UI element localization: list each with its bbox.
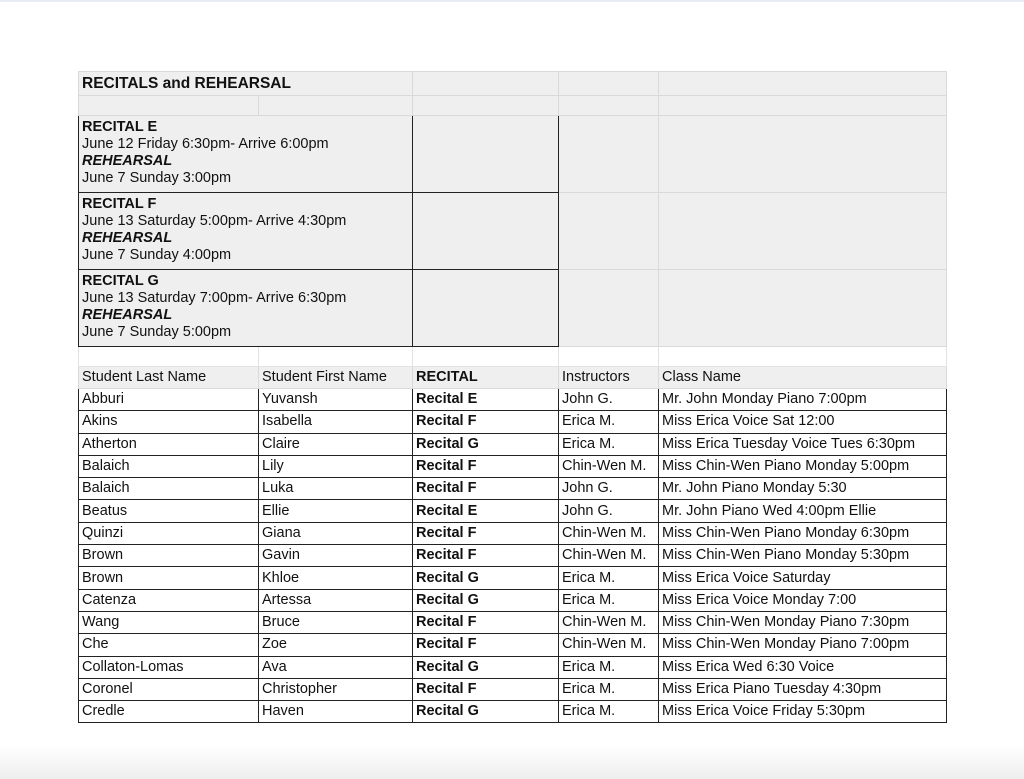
class-name-cell: Miss Erica Tuesday Voice Tues 6:30pm (659, 433, 947, 455)
last-name-cell: Wang (79, 611, 259, 633)
recital-name: RECITAL G (82, 273, 159, 289)
rehearsal-time: June 7 Sunday 3:00pm (82, 170, 232, 186)
last-name-cell: Coronel (79, 678, 259, 700)
instructor-cell: Chin-Wen M. (559, 545, 659, 567)
cell (559, 193, 659, 270)
top-edge (0, 0, 1024, 2)
instructor-cell: Erica M. (559, 433, 659, 455)
instructor-cell: John G. (559, 389, 659, 411)
recital-cell: Recital F (413, 522, 559, 544)
recital-name: RECITAL F (82, 196, 157, 212)
cell (259, 347, 413, 367)
first-name-cell: Haven (259, 701, 413, 723)
recital-g-side-cell (413, 270, 559, 347)
rehearsal-label: REHEARSAL (82, 307, 173, 323)
sheet-title: RECITALS and REHEARSAL (79, 72, 413, 96)
class-name-cell: Miss Chin-Wen Piano Monday 6:30pm (659, 522, 947, 544)
last-name-cell: Balaich (79, 455, 259, 477)
instructor-cell: Chin-Wen M. (559, 455, 659, 477)
last-name-cell: Brown (79, 567, 259, 589)
class-name-cell: Miss Chin-Wen Monday Piano 7:30pm (659, 611, 947, 633)
table-row (79, 545, 947, 567)
recital-table (78, 71, 947, 723)
header-class-name: Class Name (659, 367, 947, 389)
recital-e-side-cell (413, 116, 559, 193)
instructor-cell: Erica M. (559, 701, 659, 723)
cell (559, 347, 659, 367)
class-name-cell: Miss Erica Voice Saturday (659, 567, 947, 589)
recital-f-row (79, 193, 947, 270)
recital-cell: Recital F (413, 455, 559, 477)
cell (659, 116, 947, 193)
recital-cell: Recital F (413, 545, 559, 567)
first-name-cell: Bruce (259, 611, 413, 633)
rehearsal-time: June 7 Sunday 4:00pm (82, 247, 232, 263)
instructor-cell: Chin-Wen M. (559, 611, 659, 633)
first-name-cell: Claire (259, 433, 413, 455)
class-name-cell: Miss Chin-Wen Piano Monday 5:00pm (659, 455, 947, 477)
table-row (79, 500, 947, 522)
recital-cell: Recital F (413, 611, 559, 633)
first-name-cell: Lily (259, 455, 413, 477)
cell (659, 96, 947, 116)
header-first-name: Student First Name (259, 367, 413, 389)
table-row (79, 389, 947, 411)
class-name-cell: Mr. John Piano Wed 4:00pm Ellie (659, 500, 947, 522)
first-name-cell: Luka (259, 478, 413, 500)
recital-time: June 12 Friday 6:30pm- Arrive 6:00pm (82, 136, 329, 152)
header-instructors: Instructors (559, 367, 659, 389)
recital-cell: Recital G (413, 433, 559, 455)
recital-cell: Recital F (413, 411, 559, 433)
recital-cell: Recital F (413, 634, 559, 656)
class-name-cell: Miss Chin-Wen Piano Monday 5:30pm (659, 545, 947, 567)
cell (79, 347, 259, 367)
table-row (79, 611, 947, 633)
table-row (79, 567, 947, 589)
recital-e-block (79, 116, 413, 193)
recital-cell: Recital E (413, 389, 559, 411)
recital-cell: Recital F (413, 478, 559, 500)
class-name-cell: Mr. John Monday Piano 7:00pm (659, 389, 947, 411)
table-row (79, 701, 947, 723)
last-name-cell: Credle (79, 701, 259, 723)
cell (659, 72, 947, 96)
first-name-cell: Isabella (259, 411, 413, 433)
class-name-cell: Miss Erica Voice Monday 7:00 (659, 589, 947, 611)
table-row (79, 589, 947, 611)
recital-sheet (78, 71, 946, 723)
class-name-cell: Miss Erica Voice Sat 12:00 (659, 411, 947, 433)
table-row (79, 478, 947, 500)
instructor-cell: John G. (559, 478, 659, 500)
rehearsal-label: REHEARSAL (82, 230, 173, 246)
table-row (79, 522, 947, 544)
last-name-cell: Atherton (79, 433, 259, 455)
last-name-cell: Quinzi (79, 522, 259, 544)
cell (659, 193, 947, 270)
cell (559, 72, 659, 96)
class-name-cell: Mr. John Piano Monday 5:30 (659, 478, 947, 500)
instructor-cell: Erica M. (559, 678, 659, 700)
cell (79, 96, 259, 116)
first-name-cell: Christopher (259, 678, 413, 700)
cell (413, 72, 559, 96)
class-name-cell: Miss Erica Piano Tuesday 4:30pm (659, 678, 947, 700)
first-name-cell: Giana (259, 522, 413, 544)
bottom-shadow (0, 745, 1024, 779)
cell (659, 347, 947, 367)
last-name-cell: Collaton-Lomas (79, 656, 259, 678)
recital-f-block (79, 193, 413, 270)
spacer-row (79, 347, 947, 367)
header-last-name: Student Last Name (79, 367, 259, 389)
cell (259, 96, 413, 116)
first-name-cell: Yuvansh (259, 389, 413, 411)
first-name-cell: Artessa (259, 589, 413, 611)
recital-name: RECITAL E (82, 119, 158, 135)
class-name-cell: Miss Erica Voice Friday 5:30pm (659, 701, 947, 723)
recital-g-block (79, 270, 413, 347)
column-header-row (79, 367, 947, 389)
table-row (79, 656, 947, 678)
first-name-cell: Khloe (259, 567, 413, 589)
recital-cell: Recital E (413, 500, 559, 522)
last-name-cell: Balaich (79, 478, 259, 500)
last-name-cell: Che (79, 634, 259, 656)
recital-cell: Recital G (413, 701, 559, 723)
recital-time: June 13 Saturday 7:00pm- Arrive 6:30pm (82, 290, 347, 306)
recital-cell: Recital F (413, 678, 559, 700)
blank-row (79, 96, 947, 116)
table-row (79, 433, 947, 455)
cell (413, 96, 559, 116)
rehearsal-time: June 7 Sunday 5:00pm (82, 324, 232, 340)
cell (559, 116, 659, 193)
last-name-cell: Beatus (79, 500, 259, 522)
instructor-cell: Erica M. (559, 567, 659, 589)
table-row (79, 678, 947, 700)
recital-time: June 13 Saturday 5:00pm- Arrive 4:30pm (82, 213, 347, 229)
cell (659, 270, 947, 347)
first-name-cell: Ava (259, 656, 413, 678)
recital-cell: Recital G (413, 567, 559, 589)
table-row (79, 455, 947, 477)
instructor-cell: Erica M. (559, 589, 659, 611)
recital-e-row (79, 116, 947, 193)
instructor-cell: Chin-Wen M. (559, 634, 659, 656)
recital-cell: Recital G (413, 589, 559, 611)
class-name-cell: Miss Chin-Wen Monday Piano 7:00pm (659, 634, 947, 656)
title-row (79, 72, 947, 96)
cell (559, 270, 659, 347)
instructor-cell: Chin-Wen M. (559, 522, 659, 544)
first-name-cell: Gavin (259, 545, 413, 567)
instructor-cell: Erica M. (559, 411, 659, 433)
class-name-cell: Miss Erica Wed 6:30 Voice (659, 656, 947, 678)
table-row (79, 634, 947, 656)
recital-f-side-cell (413, 193, 559, 270)
cell (559, 96, 659, 116)
recital-cell: Recital G (413, 656, 559, 678)
header-recital: RECITAL (413, 367, 559, 389)
cell (413, 347, 559, 367)
instructor-cell: Erica M. (559, 656, 659, 678)
instructor-cell: John G. (559, 500, 659, 522)
last-name-cell: Brown (79, 545, 259, 567)
table-row (79, 411, 947, 433)
first-name-cell: Ellie (259, 500, 413, 522)
rehearsal-label: REHEARSAL (82, 153, 173, 169)
last-name-cell: Akins (79, 411, 259, 433)
last-name-cell: Catenza (79, 589, 259, 611)
recital-g-row (79, 270, 947, 347)
first-name-cell: Zoe (259, 634, 413, 656)
last-name-cell: Abburi (79, 389, 259, 411)
